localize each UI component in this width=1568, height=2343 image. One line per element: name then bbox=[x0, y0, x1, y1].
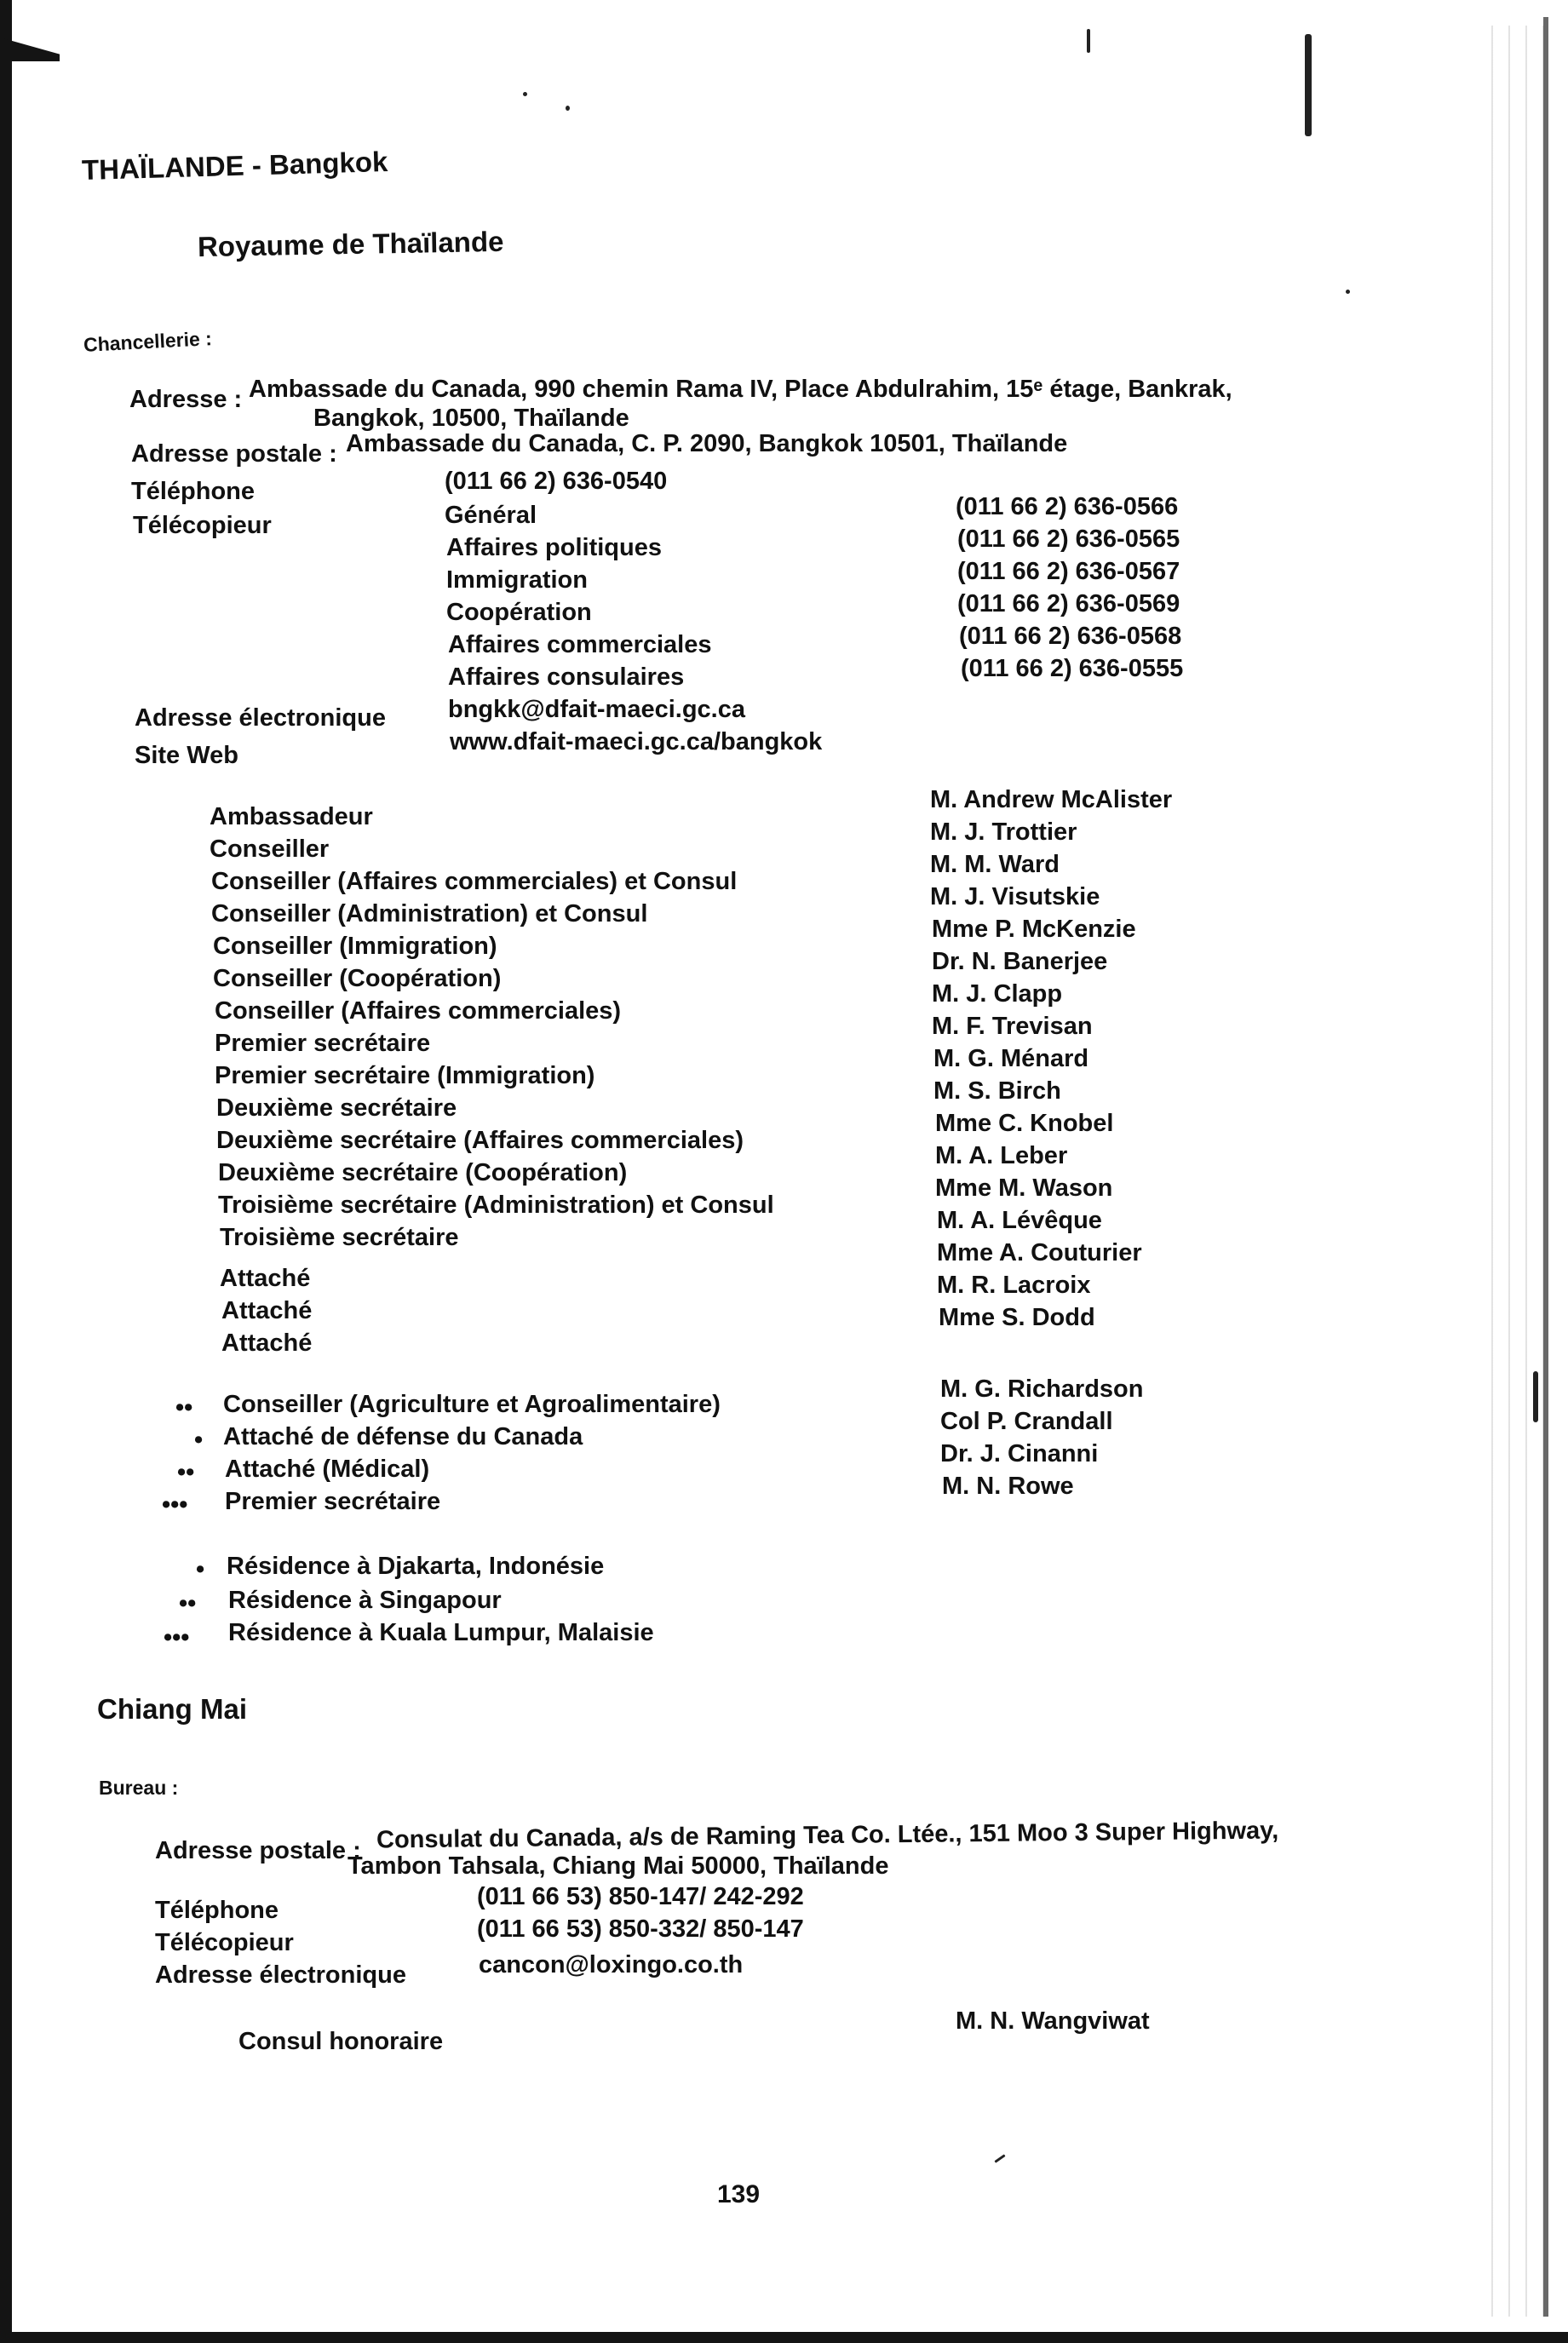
consul-name: M. N. Wangviwat bbox=[956, 2007, 1150, 2035]
staff-title: Premier secrétaire bbox=[215, 1030, 431, 1057]
scan-edge-right bbox=[1484, 26, 1543, 2317]
staff-title: Premier secrétaire bbox=[225, 1488, 441, 1515]
staff-name: M. A. Lévêque bbox=[937, 1207, 1102, 1234]
web-link[interactable]: www.dfait-maeci.gc.ca/bangkok bbox=[450, 728, 823, 755]
staff-name: M. R. Lacroix bbox=[937, 1272, 1091, 1299]
staff-title: Attaché bbox=[220, 1265, 311, 1292]
staff-name: M. N. Rowe bbox=[942, 1473, 1074, 1500]
residence-marker: • bbox=[194, 1427, 204, 1454]
scan-speck bbox=[1087, 29, 1090, 53]
address-line-2: Bangkok, 10500, Thaïlande bbox=[313, 405, 629, 432]
kingdom-title: Royaume de Thaïlande bbox=[197, 225, 504, 263]
residence-note: Résidence à Kuala Lumpur, Malaisie bbox=[228, 1619, 654, 1646]
email-label: Adresse électronique bbox=[135, 704, 386, 732]
cm-postal-label: Adresse postale : bbox=[155, 1837, 361, 1864]
staff-title: Conseiller (Agriculture et Agroalimentaire) bbox=[223, 1391, 721, 1418]
scan-edge-left bbox=[0, 0, 12, 2343]
fax-number: (011 66 2) 636-0569 bbox=[957, 590, 1180, 617]
staff-name: M. G. Richardson bbox=[940, 1375, 1144, 1403]
staff-title: Premier secrétaire (Immigration) bbox=[215, 1062, 595, 1089]
fax-number: (011 66 2) 636-0565 bbox=[957, 525, 1180, 553]
staff-title: Troisième secrétaire bbox=[220, 1224, 459, 1251]
phone-value: (011 66 2) 636-0540 bbox=[445, 468, 668, 495]
staff-name: Col P. Crandall bbox=[940, 1408, 1113, 1435]
cm-phone-value: (011 66 53) 850-147/ 242-292 bbox=[477, 1883, 804, 1910]
staff-name: M. G. Ménard bbox=[933, 1045, 1089, 1072]
staff-name: M. F. Trevisan bbox=[932, 1013, 1093, 1040]
scan-edge-corner bbox=[0, 37, 60, 61]
staff-name: Mme A. Couturier bbox=[937, 1239, 1142, 1266]
cm-fax-label: Télécopieur bbox=[155, 1929, 294, 1956]
staff-name: Dr. N. Banerjee bbox=[932, 948, 1108, 975]
fax-service: Coopération bbox=[446, 599, 592, 626]
scan-speck bbox=[994, 2154, 1005, 2162]
staff-title: Conseiller (Affaires commerciales) bbox=[215, 997, 622, 1025]
staff-title: Attaché bbox=[221, 1329, 313, 1357]
staff-name: M. A. Leber bbox=[935, 1142, 1068, 1169]
email-value[interactable]: bngkk@dfait-maeci.gc.ca bbox=[448, 696, 745, 723]
staff-title: Deuxième secrétaire (Coopération) bbox=[218, 1159, 628, 1186]
staff-title: Conseiller (Coopération) bbox=[213, 965, 502, 992]
staff-title: Attaché (Médical) bbox=[225, 1456, 430, 1483]
staff-name: Mme C. Knobel bbox=[935, 1110, 1114, 1137]
residence-marker: • bbox=[196, 1556, 205, 1583]
chancellery-label: Chancellerie : bbox=[83, 327, 213, 356]
fax-service: Immigration bbox=[446, 566, 588, 594]
fax-number: (011 66 2) 636-0567 bbox=[957, 558, 1180, 585]
scan-speck bbox=[523, 92, 527, 96]
staff-name: Dr. J. Cinanni bbox=[940, 1440, 1099, 1467]
page-number: 139 bbox=[717, 2180, 761, 2208]
fax-service: Général bbox=[445, 502, 537, 529]
staff-title: Conseiller (Immigration) bbox=[213, 933, 497, 960]
staff-name: M. J. Trottier bbox=[930, 818, 1077, 846]
fax-service: Affaires consulaires bbox=[448, 663, 685, 691]
fax-label: Télécopieur bbox=[133, 512, 272, 539]
residence-note: Résidence à Djakarta, Indonésie bbox=[227, 1553, 605, 1580]
phone-label: Téléphone bbox=[131, 478, 256, 505]
staff-name: M. J. Clapp bbox=[932, 980, 1063, 1008]
scan-speck bbox=[1305, 34, 1312, 136]
fax-number: (011 66 2) 636-0568 bbox=[959, 623, 1182, 650]
scan-edge-right-line bbox=[1543, 17, 1548, 2317]
fax-number: (011 66 2) 636-0566 bbox=[956, 493, 1179, 520]
fax-service: Affaires politiques bbox=[446, 534, 662, 561]
page-title: THAÏLANDE - Bangkok bbox=[81, 145, 388, 187]
residence-marker: •• bbox=[175, 1394, 193, 1421]
staff-name: M. S. Birch bbox=[933, 1077, 1061, 1105]
residence-marker: ••• bbox=[162, 1491, 188, 1519]
fax-number: (011 66 2) 636-0555 bbox=[961, 655, 1184, 682]
postal-label: Adresse postale : bbox=[131, 440, 337, 468]
address-line-1: Ambassade du Canada, 990 chemin Rama IV, Place Abdulrahim, 15ᵉ étage, Bankrak, bbox=[249, 376, 1232, 403]
scan-speck bbox=[566, 106, 570, 111]
staff-name: Mme M. Wason bbox=[935, 1174, 1113, 1202]
staff-name: M. M. Ward bbox=[930, 851, 1060, 878]
staff-title: Troisième secrétaire (Administration) et Consul bbox=[218, 1192, 774, 1219]
residence-marker: ••• bbox=[164, 1624, 190, 1651]
cm-email-label: Adresse électronique bbox=[155, 1961, 406, 1989]
scan-speck bbox=[1346, 290, 1350, 294]
staff-title: Conseiller (Affaires commerciales) et Consul bbox=[211, 868, 738, 895]
staff-title: Conseiller bbox=[210, 836, 330, 863]
staff-title: Ambassadeur bbox=[210, 803, 373, 830]
staff-title: Deuxième secrétaire (Affaires commerciales) bbox=[216, 1127, 744, 1154]
staff-title: Deuxième secrétaire bbox=[216, 1094, 457, 1122]
residence-marker: •• bbox=[179, 1590, 197, 1617]
staff-name: M. J. Visutskie bbox=[930, 883, 1100, 910]
staff-title: Attaché de défense du Canada bbox=[223, 1423, 583, 1450]
residence-marker: •• bbox=[177, 1459, 195, 1486]
section-title-chiang-mai: Chiang Mai bbox=[97, 1693, 248, 1725]
scan-edge-bottom bbox=[0, 2332, 1568, 2343]
cm-postal-line-1: Consulat du Canada, a/s de Raming Tea Co. Ltée., 151 Moo 3 Super Highway, bbox=[376, 1817, 1279, 1854]
web-label: Site Web bbox=[135, 742, 238, 769]
address-label: Adresse : bbox=[129, 386, 243, 413]
consul-title: Consul honoraire bbox=[238, 2028, 444, 2055]
staff-name: Mme P. McKenzie bbox=[932, 916, 1136, 943]
staff-title: Conseiller (Administration) et Consul bbox=[211, 900, 648, 927]
cm-fax-value: (011 66 53) 850-332/ 850-147 bbox=[477, 1915, 804, 1943]
staff-title: Attaché bbox=[221, 1297, 313, 1324]
staff-name: M. Andrew McAlister bbox=[930, 786, 1173, 813]
cm-phone-label: Téléphone bbox=[155, 1897, 279, 1924]
cm-email-value[interactable]: cancon@loxingo.co.th bbox=[479, 1951, 744, 1978]
scan-speck bbox=[1533, 1371, 1538, 1422]
postal-value: Ambassade du Canada, C. P. 2090, Bangkok 10501, Thaïlande bbox=[346, 430, 1068, 457]
fax-service: Affaires commerciales bbox=[448, 631, 712, 658]
office-label: Bureau : bbox=[99, 1777, 179, 1799]
residence-note: Résidence à Singapour bbox=[228, 1587, 502, 1614]
staff-name: Mme S. Dodd bbox=[939, 1304, 1095, 1331]
cm-postal-line-2: Tambon Tahsala, Chiang Mai 50000, Thaïlande bbox=[347, 1852, 889, 1880]
